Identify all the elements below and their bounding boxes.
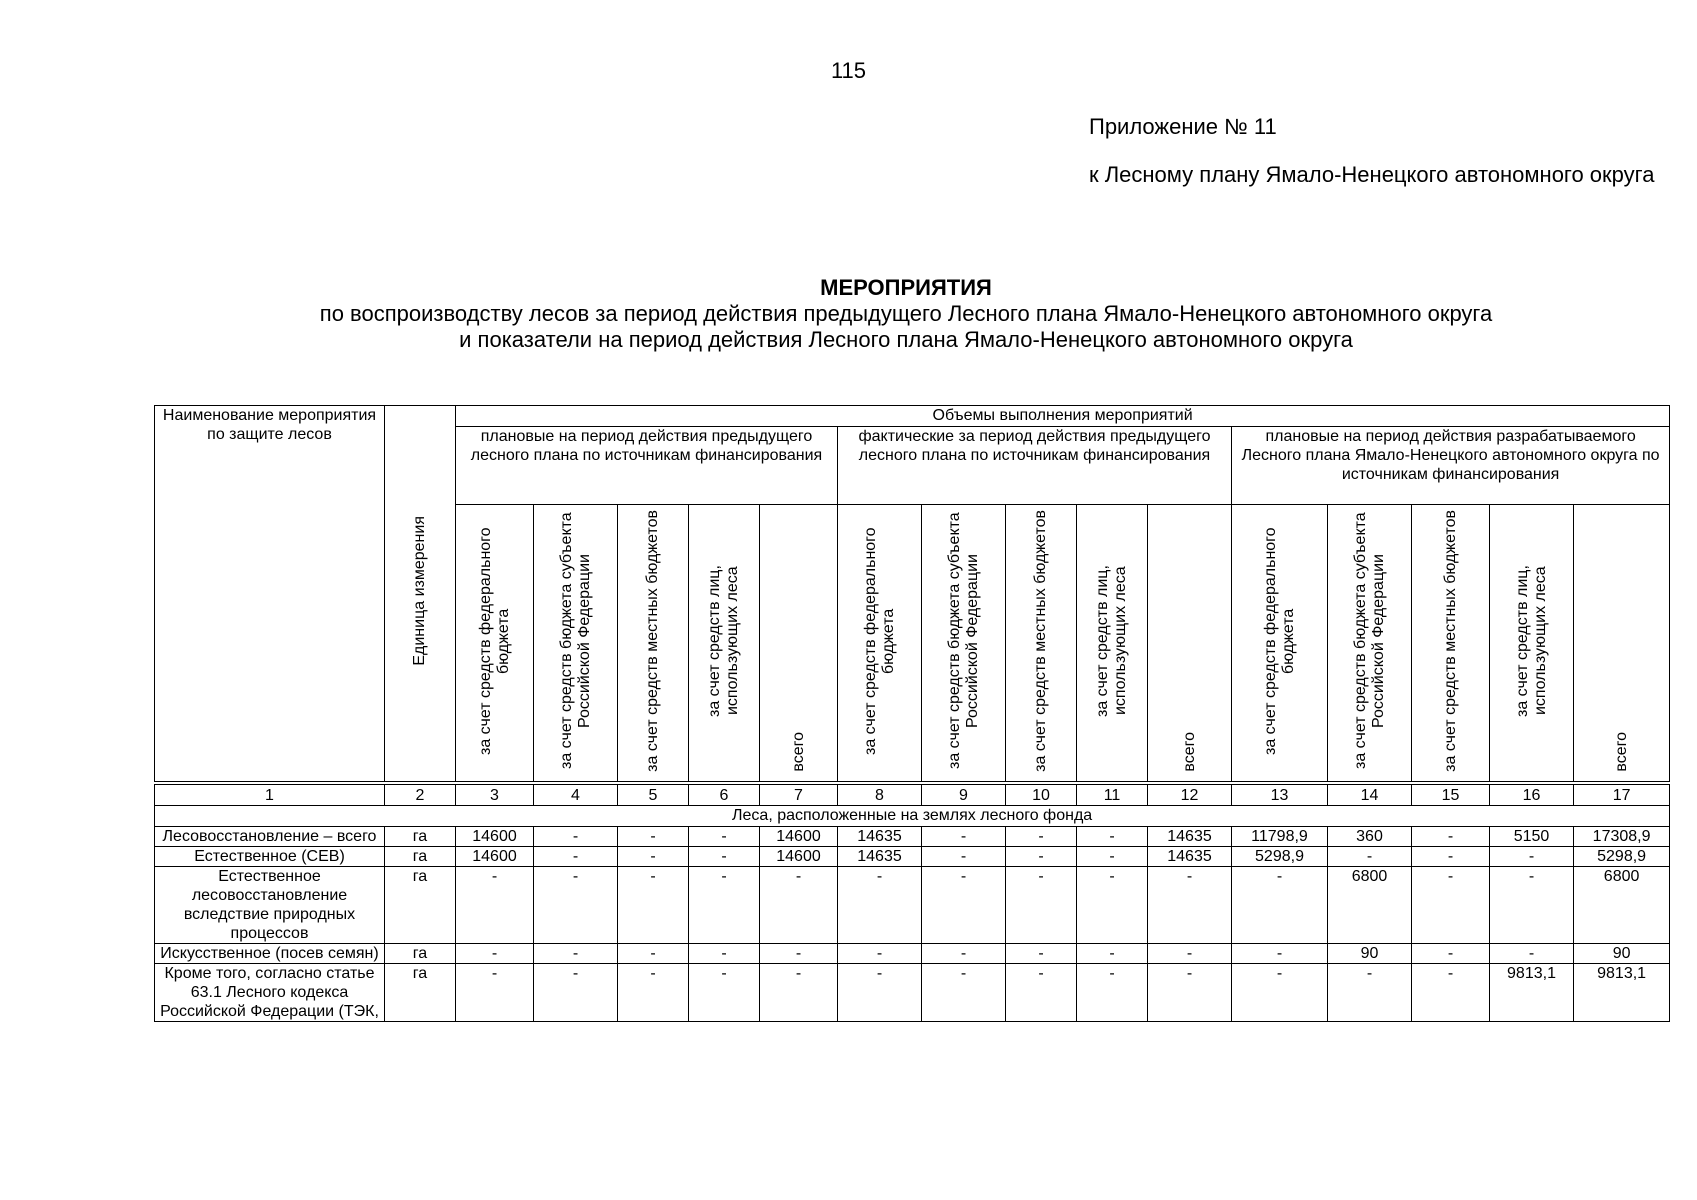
document-title — [0, 275, 1697, 353]
header-group-planned-previous: плановые на период действия предыдущего лесного плана по источникам финансирования — [456, 427, 838, 505]
table-row — [155, 827, 1670, 847]
row-value-cell: - — [1232, 944, 1328, 964]
header-sub-cell — [534, 505, 618, 784]
header-sub-total: всего — [1180, 732, 1198, 772]
row-value-cell: - — [1077, 867, 1148, 944]
row-value-cell: - — [534, 944, 618, 964]
column-number-cell: 12 — [1148, 783, 1232, 806]
column-number-cell: 4 — [534, 783, 618, 806]
row-name-cell: Искусственное (посев семян) — [155, 944, 385, 964]
row-value-cell: 11798,9 — [1232, 827, 1328, 847]
header-sub-cell — [1412, 505, 1490, 784]
row-value-cell: - — [838, 867, 922, 944]
row-unit-cell: га — [385, 867, 456, 944]
title-heading: МЕРОПРИЯТИЯ — [820, 275, 992, 300]
row-value-cell: - — [689, 827, 760, 847]
row-value-cell: - — [534, 847, 618, 867]
header-sub-cell — [1077, 505, 1148, 784]
table-row — [155, 944, 1670, 964]
column-number-cell: 17 — [1574, 783, 1670, 806]
row-value-cell: 5150 — [1490, 827, 1574, 847]
row-value-cell: - — [456, 867, 534, 944]
column-number-cell: 14 — [1328, 783, 1412, 806]
column-number-cell: 8 — [838, 783, 922, 806]
header-sub-regional: за счет средств бюджета субъекта Российской Федерации — [945, 512, 981, 770]
row-value-cell: 9813,1 — [1574, 964, 1670, 1022]
row-value-cell: - — [760, 964, 838, 1022]
header-sub-cell — [922, 505, 1006, 784]
header-sub-local: за счет средств местных бюджетов — [644, 510, 661, 772]
row-value-cell: - — [534, 867, 618, 944]
row-value-cell: - — [1077, 827, 1148, 847]
header-sub-federal: за счет средств федерального бюджета — [861, 527, 897, 755]
row-unit-cell: га — [385, 944, 456, 964]
row-value-cell: 14635 — [1148, 847, 1232, 867]
header-sub-cell — [1148, 505, 1232, 784]
row-value-cell: - — [1077, 944, 1148, 964]
row-value-cell: - — [922, 964, 1006, 1022]
header-name-column: Наименование мероприятия по защите лесов — [155, 406, 385, 784]
header-group-planned-new: плановые на период действия разрабатываемого Лесного плана Ямало-Ненецкого автономного округа по источникам финансирования — [1232, 427, 1670, 505]
header-sub-cell — [1232, 505, 1328, 784]
column-number-cell: 7 — [760, 783, 838, 806]
row-value-cell: - — [618, 964, 689, 1022]
page-number: 115 — [830, 58, 867, 83]
row-value-cell: - — [1148, 964, 1232, 1022]
table-row — [155, 867, 1670, 944]
row-value-cell: 14635 — [838, 847, 922, 867]
row-name-cell: Естественное (СЕВ) — [155, 847, 385, 867]
row-value-cell: - — [1490, 944, 1574, 964]
row-value-cell: - — [534, 964, 618, 1022]
title-line-2: и показатели на период действия Лесного плана Ямало-Ненецкого автономного округа — [459, 327, 1353, 352]
row-value-cell: - — [1490, 847, 1574, 867]
row-name-cell: Кроме того, согласно статье 63.1 Лесного кодекса Российской Федерации (ТЭК, — [155, 964, 385, 1022]
header-sub-cell — [618, 505, 689, 784]
row-value-cell: - — [618, 827, 689, 847]
header-unit-label: Единица измерения — [411, 516, 428, 666]
appendix-reference: к Лесному плану Ямало-Ненецкого автономного округа — [1089, 162, 1655, 187]
row-value-cell: - — [1412, 827, 1490, 847]
row-value-cell: 14600 — [760, 847, 838, 867]
header-sub-cell — [1006, 505, 1077, 784]
row-value-cell: - — [1412, 847, 1490, 867]
row-value-cell: 14635 — [1148, 827, 1232, 847]
row-value-cell: - — [1006, 944, 1077, 964]
row-value-cell: - — [922, 827, 1006, 847]
row-value-cell: - — [1006, 964, 1077, 1022]
row-value-cell: 90 — [1328, 944, 1412, 964]
table-header — [155, 406, 1670, 784]
row-value-cell: - — [689, 847, 760, 867]
header-sub-cell — [689, 505, 760, 784]
header-sub-local: за счет средств местных бюджетов — [1441, 510, 1459, 772]
header-sub-regional: за счет средств бюджета субъекта Российской Федерации — [1351, 512, 1387, 770]
row-unit-cell: га — [385, 827, 456, 847]
row-value-cell: - — [1232, 964, 1328, 1022]
row-value-cell: 6800 — [1574, 867, 1670, 944]
row-value-cell: - — [922, 944, 1006, 964]
row-value-cell: - — [922, 867, 1006, 944]
header-volumes: Объемы выполнения мероприятий — [456, 406, 1670, 427]
row-value-cell: - — [760, 867, 838, 944]
row-value-cell: - — [456, 944, 534, 964]
appendix-note — [1089, 114, 1669, 188]
column-number-row — [155, 783, 1670, 806]
column-number-cell: 16 — [1490, 783, 1574, 806]
column-number-cell: 11 — [1077, 783, 1148, 806]
header-sub-cell — [456, 505, 534, 784]
row-value-cell: - — [1077, 847, 1148, 867]
header-sub-cell — [760, 505, 838, 784]
row-value-cell: - — [1077, 964, 1148, 1022]
header-sub-total: всего — [1612, 732, 1630, 772]
column-number-cell: 2 — [385, 783, 456, 806]
column-number-cell: 13 — [1232, 783, 1328, 806]
column-number-cell: 10 — [1006, 783, 1077, 806]
table-row — [155, 964, 1670, 1022]
row-value-cell: - — [618, 847, 689, 867]
row-value-cell: - — [689, 867, 760, 944]
row-value-cell: - — [1006, 827, 1077, 847]
header-sub-regional: за счет средств бюджета субъекта Российской Федерации — [557, 512, 593, 770]
column-number-cell: 1 — [155, 783, 385, 806]
header-group-actual-previous: фактические за период действия предыдущего лесного плана по источникам финансирования — [838, 427, 1232, 505]
row-value-cell: - — [1328, 964, 1412, 1022]
table-body — [155, 783, 1670, 1022]
section-title: Леса, расположенные на землях лесного фонда — [155, 806, 1670, 827]
row-value-cell: 90 — [1574, 944, 1670, 964]
row-value-cell: - — [689, 964, 760, 1022]
row-name-cell: Лесовосстановление – всего — [155, 827, 385, 847]
header-sub-forest-users: за счет средств лиц, использующих леса — [1094, 565, 1129, 717]
row-unit-cell: га — [385, 847, 456, 867]
row-value-cell: - — [618, 867, 689, 944]
column-number-cell: 6 — [689, 783, 760, 806]
row-value-cell: - — [760, 944, 838, 964]
row-value-cell: - — [1328, 847, 1412, 867]
header-sub-forest-users: за счет средств лиц, использующих леса — [706, 565, 741, 717]
row-value-cell: 5298,9 — [1232, 847, 1328, 867]
column-number-cell: 3 — [456, 783, 534, 806]
row-value-cell: - — [1232, 867, 1328, 944]
row-value-cell: - — [838, 964, 922, 1022]
row-value-cell: 17308,9 — [1574, 827, 1670, 847]
column-number-cell: 15 — [1412, 783, 1490, 806]
row-unit-cell: га — [385, 964, 456, 1022]
header-sub-federal: за счет средств федерального бюджета — [1261, 527, 1297, 755]
table-row — [155, 847, 1670, 867]
row-value-cell: 6800 — [1328, 867, 1412, 944]
header-sub-cell — [838, 505, 922, 784]
row-name-cell: Естественное лесовосстановление вследствие природных процессов — [155, 867, 385, 944]
row-value-cell: - — [1412, 944, 1490, 964]
header-sub-cell — [1328, 505, 1412, 784]
row-value-cell: 360 — [1328, 827, 1412, 847]
row-value-cell: - — [1006, 847, 1077, 867]
header-unit-column — [385, 406, 456, 784]
header-sub-cell — [1490, 505, 1574, 784]
row-value-cell: 14600 — [456, 847, 534, 867]
column-number-cell: 5 — [618, 783, 689, 806]
row-value-cell: 14600 — [760, 827, 838, 847]
row-value-cell: - — [1148, 867, 1232, 944]
title-line-1: по воспроизводству лесов за период действия предыдущего Лесного плана Ямало-Ненецкого автономного округа — [319, 301, 1493, 326]
row-value-cell: - — [1006, 867, 1077, 944]
row-value-cell: - — [1412, 867, 1490, 944]
header-sub-forest-users: за счет средств лиц, использующих леса — [1513, 565, 1549, 717]
header-sub-cell — [1574, 505, 1670, 784]
row-value-cell: - — [922, 847, 1006, 867]
row-value-cell: 14600 — [456, 827, 534, 847]
row-value-cell: - — [618, 944, 689, 964]
column-number-cell: 9 — [922, 783, 1006, 806]
row-value-cell: 14635 — [838, 827, 922, 847]
header-sub-local: за счет средств местных бюджетов — [1032, 510, 1049, 772]
header-sub-federal: за счет средств федерального бюджета — [476, 527, 512, 755]
header-sub-total: всего — [789, 732, 807, 772]
row-value-cell: - — [838, 944, 922, 964]
row-value-cell: 9813,1 — [1490, 964, 1574, 1022]
appendix-number: Приложение № 11 — [1089, 114, 1277, 139]
section-row — [155, 806, 1670, 827]
measures-table — [154, 405, 1670, 1022]
row-value-cell: - — [456, 964, 534, 1022]
row-value-cell: - — [534, 827, 618, 847]
row-value-cell: - — [1490, 867, 1574, 944]
row-value-cell: - — [689, 944, 760, 964]
row-value-cell: - — [1412, 964, 1490, 1022]
row-value-cell: - — [1148, 944, 1232, 964]
row-value-cell: 5298,9 — [1574, 847, 1670, 867]
